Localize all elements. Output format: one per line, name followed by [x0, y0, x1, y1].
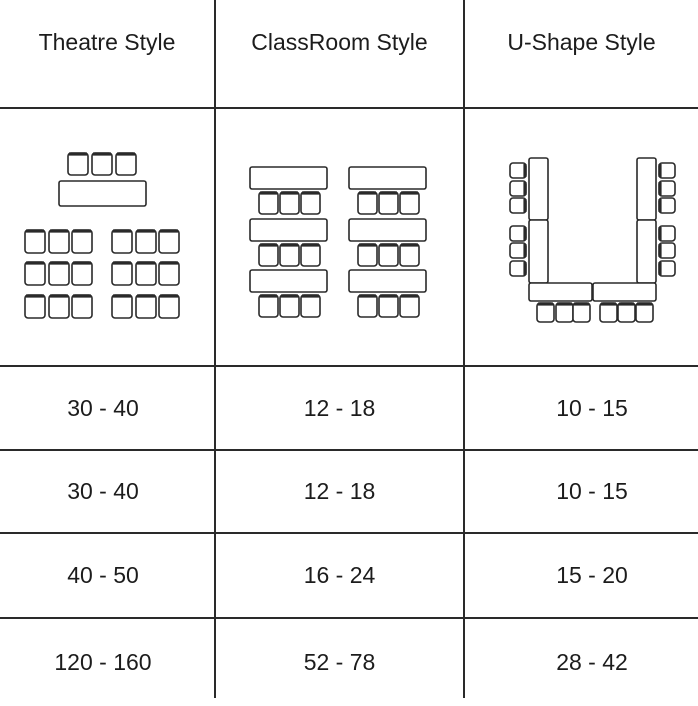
chair-shape	[659, 181, 675, 196]
chair-shape	[49, 230, 69, 253]
chair-shape	[510, 198, 526, 213]
header-u-shape-style: U-Shape Style	[507, 28, 656, 55]
capacity-cell: 10 - 15	[556, 478, 628, 504]
chair-shape	[159, 230, 179, 253]
chair-shape	[259, 244, 278, 266]
chair-shape	[659, 261, 675, 276]
chair-shape	[280, 295, 299, 317]
chair-shape	[379, 295, 398, 317]
chair-shape	[510, 243, 526, 258]
chair-shape	[25, 262, 45, 285]
chair-shape	[92, 153, 112, 175]
capacity-cell: 12 - 18	[303, 478, 376, 504]
theatre-layout-diagram	[25, 153, 179, 318]
chair-shape	[280, 192, 299, 214]
table-shape	[349, 270, 426, 292]
chair-shape	[259, 295, 278, 317]
chair-shape	[159, 262, 179, 285]
chair-shape	[301, 192, 320, 214]
chair-shape	[259, 192, 278, 214]
chair-shape	[358, 192, 377, 214]
capacity-cell: 30 - 40	[67, 478, 139, 504]
chair-shape	[72, 262, 92, 285]
chair-shape	[659, 163, 675, 178]
chair-shape	[510, 226, 526, 241]
capacity-cell: 40 - 50	[67, 562, 139, 588]
chair-shape	[112, 262, 132, 285]
table-shape	[593, 283, 656, 301]
capacity-cell: 120 - 160	[54, 649, 152, 675]
table-shape	[529, 220, 548, 283]
chair-shape	[379, 192, 398, 214]
table-shape	[250, 270, 327, 292]
table-shape	[250, 219, 327, 241]
chair-shape	[72, 230, 92, 253]
chair-shape	[136, 230, 156, 253]
chair-shape	[510, 261, 526, 276]
chair-shape	[72, 295, 92, 318]
chair-shape	[301, 295, 320, 317]
chair-shape	[159, 295, 179, 318]
chair-shape	[280, 244, 299, 266]
table-shape	[250, 167, 327, 189]
header-theatre-style: Theatre Style	[38, 28, 176, 55]
capacity-cell: 15 - 20	[556, 562, 628, 588]
chair-shape	[379, 244, 398, 266]
classroom-layout-diagram	[250, 167, 426, 317]
header-classroom-style: ClassRoom Style	[251, 28, 428, 55]
chair-shape	[537, 303, 554, 322]
capacity-cell: 28 - 42	[556, 649, 628, 675]
capacity-cell: 16 - 24	[303, 562, 376, 588]
chair-shape	[573, 303, 590, 322]
chair-shape	[400, 295, 419, 317]
table-shape	[529, 283, 592, 301]
table-shape	[349, 219, 426, 241]
chair-shape	[556, 303, 573, 322]
chair-shape	[358, 244, 377, 266]
chair-shape	[112, 295, 132, 318]
chair-shape	[618, 303, 635, 322]
capacity-cell: 30 - 40	[67, 394, 139, 421]
chair-shape	[68, 153, 88, 175]
chair-shape	[25, 230, 45, 253]
chair-shape	[49, 295, 69, 318]
table-shape	[529, 158, 548, 220]
chair-shape	[301, 244, 320, 266]
capacity-cell: 10 - 15	[556, 394, 628, 421]
table-shape	[637, 158, 656, 220]
chair-shape	[510, 181, 526, 196]
u-shape-layout-diagram	[510, 158, 675, 322]
chair-shape	[400, 192, 419, 214]
chair-shape	[659, 198, 675, 213]
chair-shape	[400, 244, 419, 266]
chair-shape	[136, 262, 156, 285]
table-shape	[637, 220, 656, 283]
chair-shape	[659, 226, 675, 241]
chair-shape	[510, 163, 526, 178]
chair-shape	[358, 295, 377, 317]
chair-shape	[116, 153, 136, 175]
chair-shape	[25, 295, 45, 318]
chair-shape	[49, 262, 69, 285]
table-shape	[59, 181, 146, 206]
chair-shape	[136, 295, 156, 318]
chair-shape	[636, 303, 653, 322]
capacity-cell: 12 - 18	[303, 394, 376, 421]
table-shape	[349, 167, 426, 189]
chair-shape	[600, 303, 617, 322]
chair-shape	[112, 230, 132, 253]
capacity-cell: 52 - 78	[303, 649, 376, 675]
chair-shape	[659, 243, 675, 258]
